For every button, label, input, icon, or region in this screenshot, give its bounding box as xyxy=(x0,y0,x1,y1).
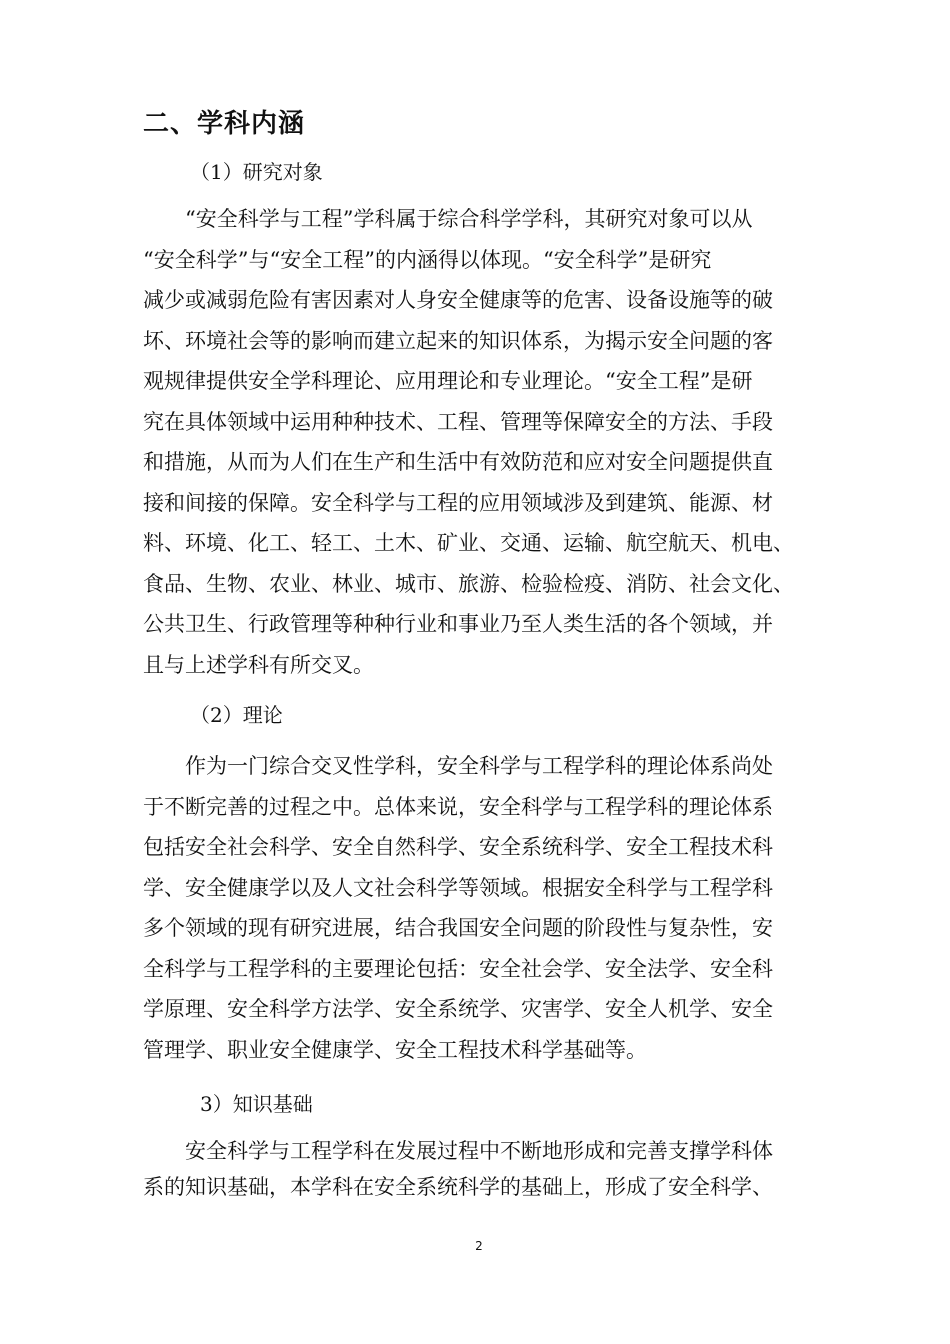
paragraph-line: 系的知识基础，本学科在安全系统科学的基础上，形成了安全科学、 xyxy=(143,1175,773,1199)
paragraph-knowledge-base xyxy=(143,1133,823,1205)
paragraph-line: 减少或减弱危险有害因素对人身安全健康等的危害、设备设施等的破 xyxy=(143,288,773,312)
paragraph-line: 坏、环境社会等的影响而建立起来的知识体系，为揭示安全问题的客 xyxy=(143,328,773,353)
paragraph-line: 包括安全社会科学、安全自然科学、安全系统科学、安全工程技术科 xyxy=(143,835,773,859)
paragraph-line: 安全科学与工程学科在发展过程中不断地形成和完善支撑学科体 xyxy=(185,1139,773,1163)
subsection-title-knowledge-base: 3）知识基础 xyxy=(200,1092,313,1116)
page-number: 2 xyxy=(475,1239,483,1253)
paragraph-line: 于不断完善的过程之中。总体来说，安全科学与工程学科的理论体系 xyxy=(143,794,773,819)
paragraph-theory xyxy=(143,746,823,1070)
paragraph-line: 且与上述学科有所交叉。 xyxy=(143,652,374,677)
paragraph-line: 究在具体领域中运用种种技术、工程、管理等保障安全的方法、手段 xyxy=(143,409,773,434)
paragraph-line: 多个领域的现有研究进展，结合我国安全问题的阶段性与复杂性，安 xyxy=(143,916,773,940)
paragraph-line: “安全科学与工程”学科属于综合科学学科，其研究对象可以从 xyxy=(185,207,753,231)
paragraph-line: 学、安全健康学以及人文社会科学等领域。根据安全科学与工程学科 xyxy=(143,875,773,900)
paragraph-line: 料、环境、化工、轻工、土木、矿业、交通、运输、航空航天、机电、 xyxy=(143,531,794,555)
paragraph-line: 作为一门综合交叉性学科，安全科学与工程学科的理论体系尚处 xyxy=(185,754,773,778)
subsection-title-research-object: （1）研究对象 xyxy=(190,160,323,184)
paragraph-line: 公共卫生、行政管理等种种行业和事业乃至人类生活的各个领域，并 xyxy=(143,612,773,636)
paragraph-line: 食品、生物、农业、林业、城市、旅游、检验检疫、消防、社会文化、 xyxy=(143,571,794,596)
paragraph-line: 学原理、安全科学方法学、安全系统学、灾害学、安全人机学、安全 xyxy=(143,997,773,1021)
paragraph-line: 全科学与工程学科的主要理论包括：安全社会学、安全法学、安全科 xyxy=(143,956,773,981)
paragraph-line: “安全科学”与“安全工程”的内涵得以体现。“安全科学”是研究 xyxy=(143,247,712,272)
subsection-title-theory: （2）理论 xyxy=(190,703,283,727)
paragraph-line: 管理学、职业安全健康学、安全工程技术科学基础等。 xyxy=(143,1037,647,1062)
paragraph-research-object xyxy=(143,199,823,685)
paragraph-line: 和措施，从而为人们在生产和生活中有效防范和应对安全问题提供直 xyxy=(143,450,773,474)
paragraph-line: 接和间接的保障。安全科学与工程的应用领域涉及到建筑、能源、材 xyxy=(143,490,773,515)
paragraph-line: 观规律提供安全学科理论、应用理论和专业理论。“安全工程”是研 xyxy=(143,369,753,393)
section-title: 二、学科内涵 xyxy=(143,109,306,139)
